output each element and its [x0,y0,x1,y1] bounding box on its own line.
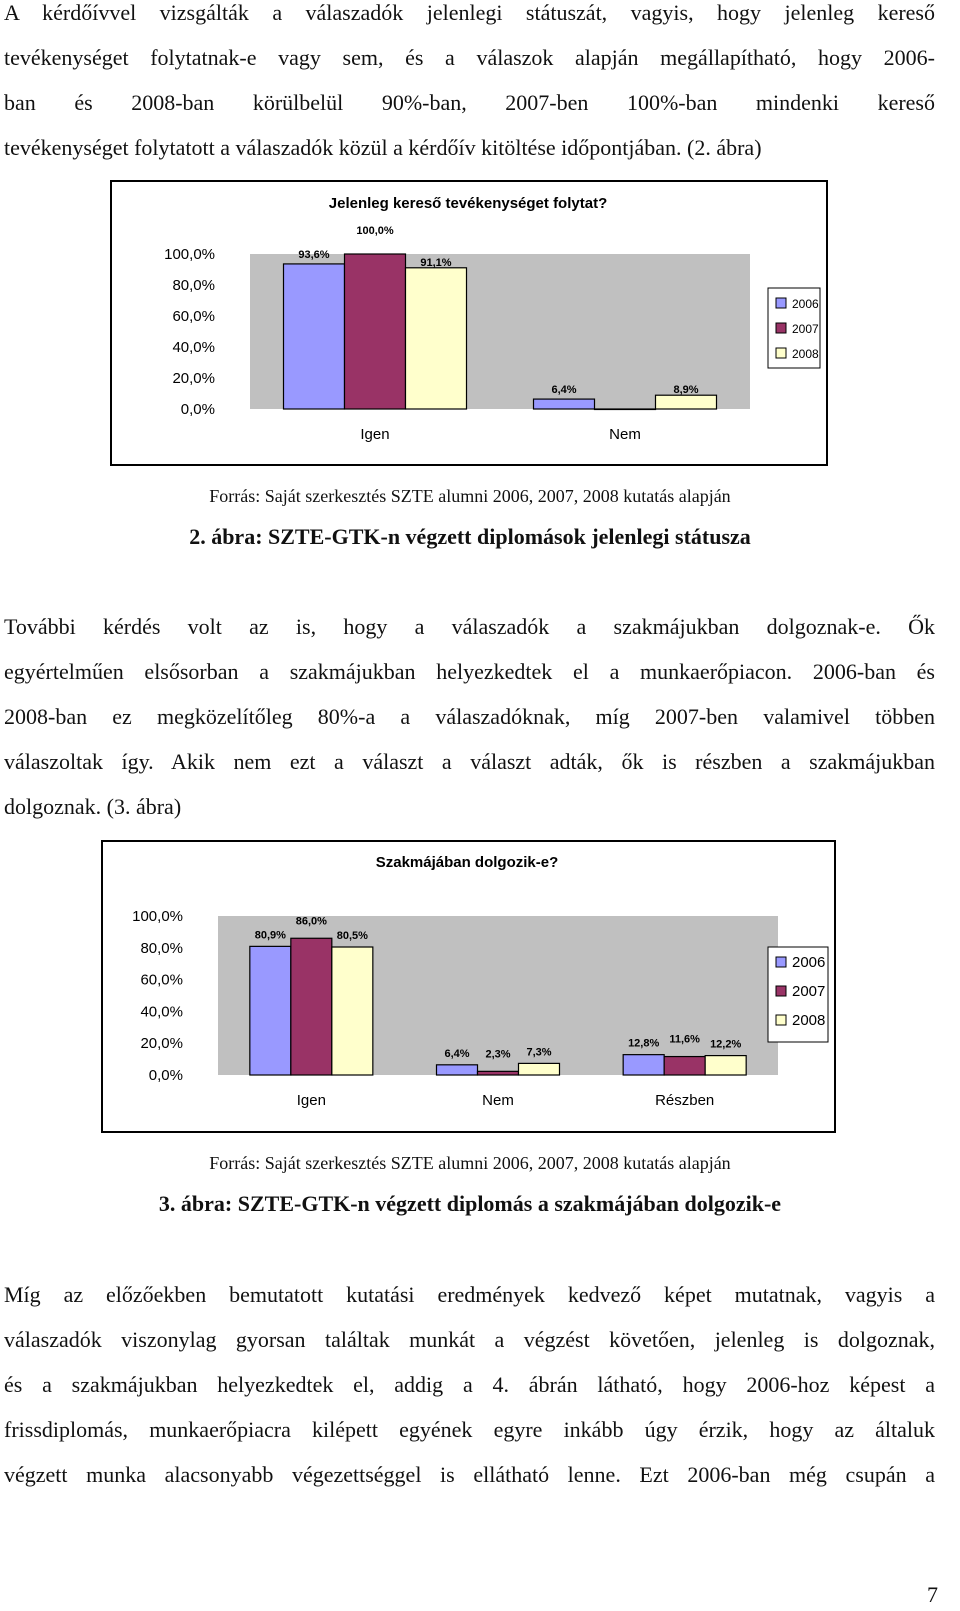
bar [534,399,595,409]
bar [437,1065,478,1075]
y-tick-label: 20,0% [140,1035,183,1053]
legend-label: 2006 [792,954,826,971]
bar [284,264,345,409]
data-label: 2,3% [485,1048,511,1061]
bar [406,268,467,409]
bar [623,1055,664,1075]
y-tick-label: 0,0% [148,1067,183,1084]
intro-paragraph [4,0,935,170]
legend-label: 2006 [792,297,819,311]
legend-swatch [776,298,786,308]
data-label: 93,6% [298,248,330,261]
figure-3-svg [103,842,834,1131]
legend-label: 2007 [792,322,819,336]
figure-2-caption: 2. ábra: SZTE-GTK-n végzett diplomások jelenlegi státusza [189,524,751,549]
text-line: tevékenységet folytatott a válaszadók közül a kérdőív kitöltése időpontjában. (2. ábra) [4,135,762,160]
figure-3-caption: 3. ábra: SZTE-GTK-n végzett diplomás a szakmájában dolgozik-e [158,1191,782,1216]
data-label: 7,3% [526,1046,552,1059]
legend-swatch [776,348,786,358]
text-line: 2008-ban ez megközelítőleg 80%-a a válaszadóknak, míg 2007-ben valamivel többen [4,704,935,729]
figure-2-chart [110,180,828,466]
y-tick-label: 0,0% [180,401,215,418]
text-line: frissdiplomás, munkaerőpiacra kilépett egyének egyre inkább úgy érzik, hogy az általuk [4,1417,935,1442]
y-tick-label: 40,0% [172,339,215,356]
y-tick-label: 60,0% [140,971,183,989]
x-category-label: Nem [482,1092,514,1109]
text-line: A kérdőívvel vizsgálták a válaszadók jelenlegi státuszát, vagyis, hogy jelenleg kereső [4,0,935,25]
bar [519,1063,560,1075]
text-line: és a szakmájukban helyezkedtek el, addig a 4. ábrán látható, hogy 2006-hoz képest a [4,1372,935,1397]
data-label: 6,4% [444,1047,470,1060]
final-paragraph [4,1272,935,1497]
text-line: egyértelműen elsősorban a szakmájukban helyezkedtek el a munkaerőpiacon. 2006-ban és [4,659,935,684]
legend-label: 2008 [792,347,819,361]
text-line: válaszoltak így. Akik nem ezt a választ a választ adták, ők is részben a szakmájukban [4,749,935,774]
bar [291,938,332,1075]
text-line: ban és 2008-ban körülbelül 90%-ban, 2007-ben 100%-ban mindenki kereső [4,90,935,115]
data-label: 91,1% [420,256,452,269]
legend-swatch [776,323,786,333]
bar [656,395,717,409]
chart-title: Jelenleg kereső tevékenységet folytat? [328,195,608,212]
data-label: 86,0% [295,915,327,928]
data-label: 80,9% [254,929,286,942]
y-tick-label: 100,0% [132,908,183,925]
bar [345,254,406,409]
data-label: 8,9% [673,384,699,397]
figure-3-source: Forrás: Saját szerkesztés SZTE alumni 2006, 2007, 2008 kutatás alapján [209,1153,731,1173]
bar [705,1056,746,1075]
data-label: 100,0% [356,225,394,237]
legend-label: 2008 [792,1012,826,1029]
x-category-label: Részben [655,1092,715,1109]
bar [332,947,373,1075]
legend-swatch [776,986,786,996]
text-line: válaszadók viszonylag gyorsan találtak munkát a végzést követően, jelenleg is dolgoznak, [4,1327,935,1352]
data-label: 6,4% [551,384,577,397]
y-tick-label: 60,0% [172,308,215,325]
y-tick-label: 100,0% [164,246,215,263]
text-line: Míg az előzőekben bemutatott kutatási eredmények kedvező képet mutatnak, vagyis a [4,1282,935,1307]
figure-3-chart [101,840,836,1133]
bar [595,409,656,410]
figure-2-svg [112,182,826,464]
chart-title: Szakmájában dolgozik-e? [375,854,559,871]
y-tick-label: 20,0% [172,370,215,387]
text-line: dolgoznak. (3. ábra) [4,794,182,819]
y-tick-label: 40,0% [140,1003,183,1021]
data-label: 12,8% [628,1037,660,1050]
middle-paragraph [4,604,935,829]
text-line: végzett munka alacsonyabb végezettséggel is ellátható lenne. Ezt 2006-ban még csupán a [4,1462,935,1487]
x-category-label: Igen [360,426,390,443]
bar [664,1057,705,1075]
x-category-label: Igen [296,1092,326,1109]
y-tick-label: 80,0% [172,277,215,294]
text-line: tevékenységet folytatnak-e vagy sem, és a válaszok alapján megállapítható, hogy 2006- [4,45,935,70]
bar [250,946,291,1075]
data-label: 11,6% [669,1033,700,1046]
x-category-label: Nem [609,426,641,443]
legend-swatch [776,1015,786,1025]
bar [478,1071,519,1075]
legend-label: 2007 [792,983,826,1000]
data-label: 12,2% [710,1038,742,1051]
y-tick-label: 80,0% [140,939,183,957]
legend-swatch [776,957,786,967]
page-number: 7 [927,1582,938,1607]
data-label: 80,5% [336,930,368,943]
figure-2-source: Forrás: Saját szerkesztés SZTE alumni 2006, 2007, 2008 kutatás alapján [209,486,731,506]
text-line: További kérdés volt az is, hogy a válaszadók a szakmájukban dolgoznak-e. Ők [4,614,935,639]
